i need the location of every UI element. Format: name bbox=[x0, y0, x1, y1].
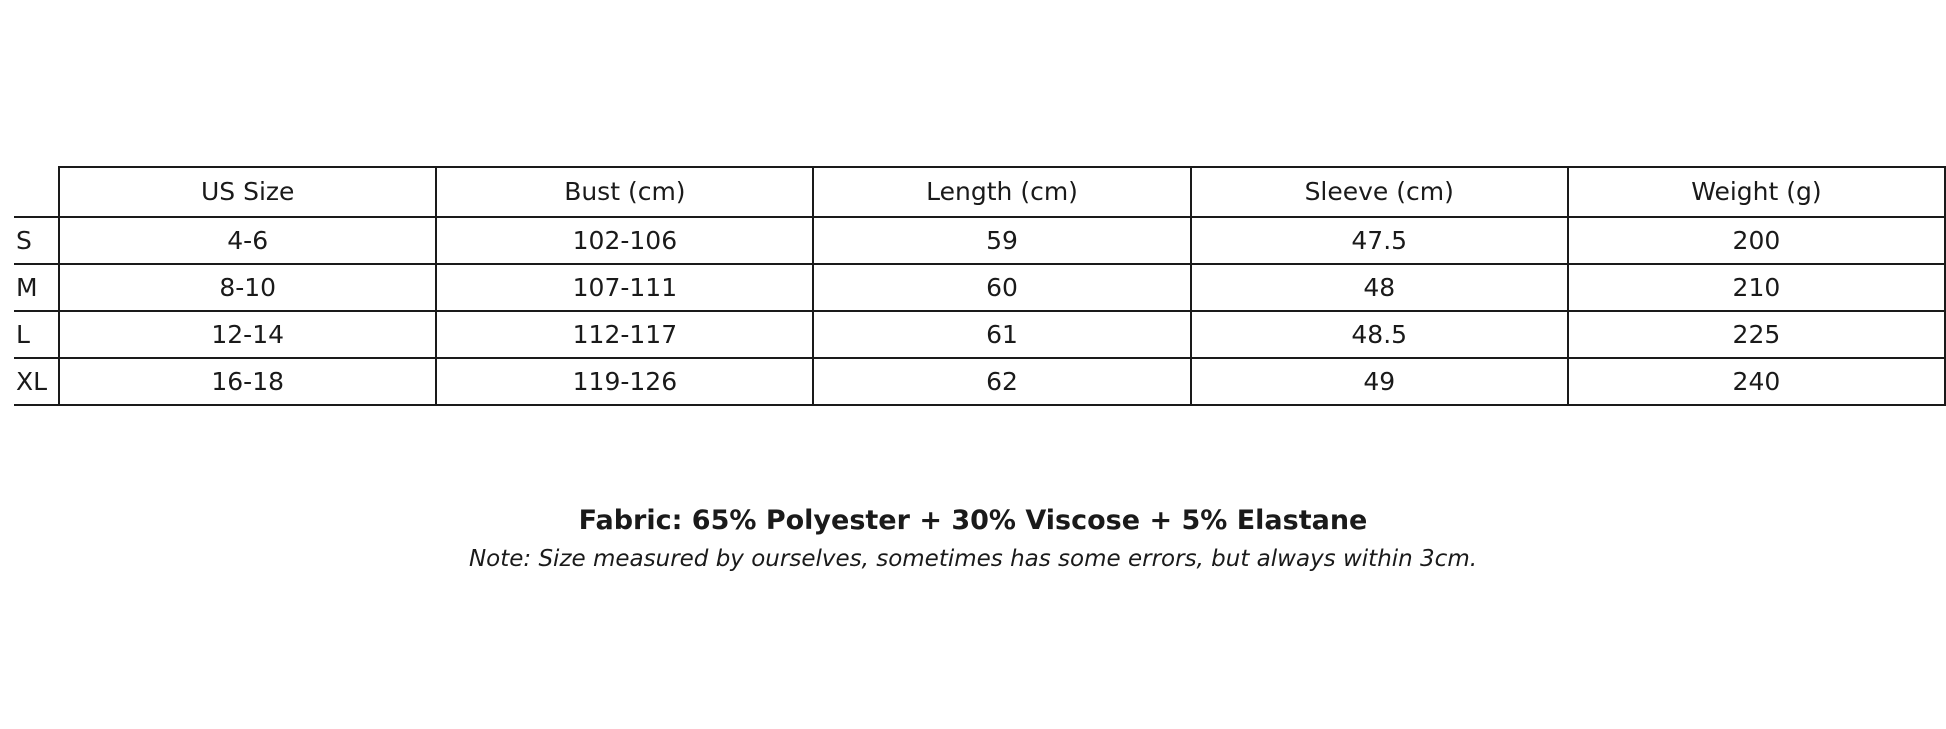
cell-length: 59 bbox=[813, 217, 1190, 264]
table-header-row bbox=[14, 167, 1945, 217]
row-header-size: M bbox=[14, 264, 59, 311]
cell-sleeve: 49 bbox=[1191, 358, 1568, 405]
measurement-note-text: Note: Size measured by ourselves, sometimes has some errors, but always within 3cm. bbox=[468, 546, 1478, 572]
cell-sleeve: 48 bbox=[1191, 264, 1568, 311]
column-header-bust: Bust (cm) bbox=[436, 167, 813, 217]
cell-bust: 119-126 bbox=[436, 358, 813, 405]
table-header bbox=[14, 167, 1945, 217]
cell-weight: 200 bbox=[1568, 217, 1945, 264]
table-row bbox=[14, 217, 1945, 264]
row-header-size: XL bbox=[14, 358, 59, 405]
fabric-composition-text: Fabric: 65% Polyester + 30% Viscose + 5% Elastane bbox=[578, 505, 1368, 536]
cell-weight: 210 bbox=[1568, 264, 1945, 311]
cell-length: 60 bbox=[813, 264, 1190, 311]
cell-bust: 102-106 bbox=[436, 217, 813, 264]
table-row bbox=[14, 311, 1945, 358]
cell-us-size: 8-10 bbox=[59, 264, 436, 311]
cell-us-size: 16-18 bbox=[59, 358, 436, 405]
cell-bust: 112-117 bbox=[436, 311, 813, 358]
cell-us-size: 4-6 bbox=[59, 217, 436, 264]
cell-weight: 225 bbox=[1568, 311, 1945, 358]
column-header-us-size: US Size bbox=[59, 167, 436, 217]
table-body bbox=[14, 217, 1945, 405]
cell-sleeve: 47.5 bbox=[1191, 217, 1568, 264]
table-row bbox=[14, 358, 1945, 405]
cell-weight: 240 bbox=[1568, 358, 1945, 405]
size-chart-table bbox=[14, 166, 1946, 406]
row-header-size: L bbox=[14, 311, 59, 358]
cell-length: 61 bbox=[813, 311, 1190, 358]
cell-us-size: 12-14 bbox=[59, 311, 436, 358]
column-header-weight: Weight (g) bbox=[1568, 167, 1945, 217]
cell-sleeve: 48.5 bbox=[1191, 311, 1568, 358]
size-chart-table-wrapper bbox=[14, 166, 1946, 406]
column-header-sleeve: Sleeve (cm) bbox=[1191, 167, 1568, 217]
row-header-size: S bbox=[14, 217, 59, 264]
table-corner-cell bbox=[14, 167, 59, 217]
cell-bust: 107-111 bbox=[436, 264, 813, 311]
column-header-length: Length (cm) bbox=[813, 167, 1190, 217]
table-row bbox=[14, 264, 1945, 311]
cell-length: 62 bbox=[813, 358, 1190, 405]
